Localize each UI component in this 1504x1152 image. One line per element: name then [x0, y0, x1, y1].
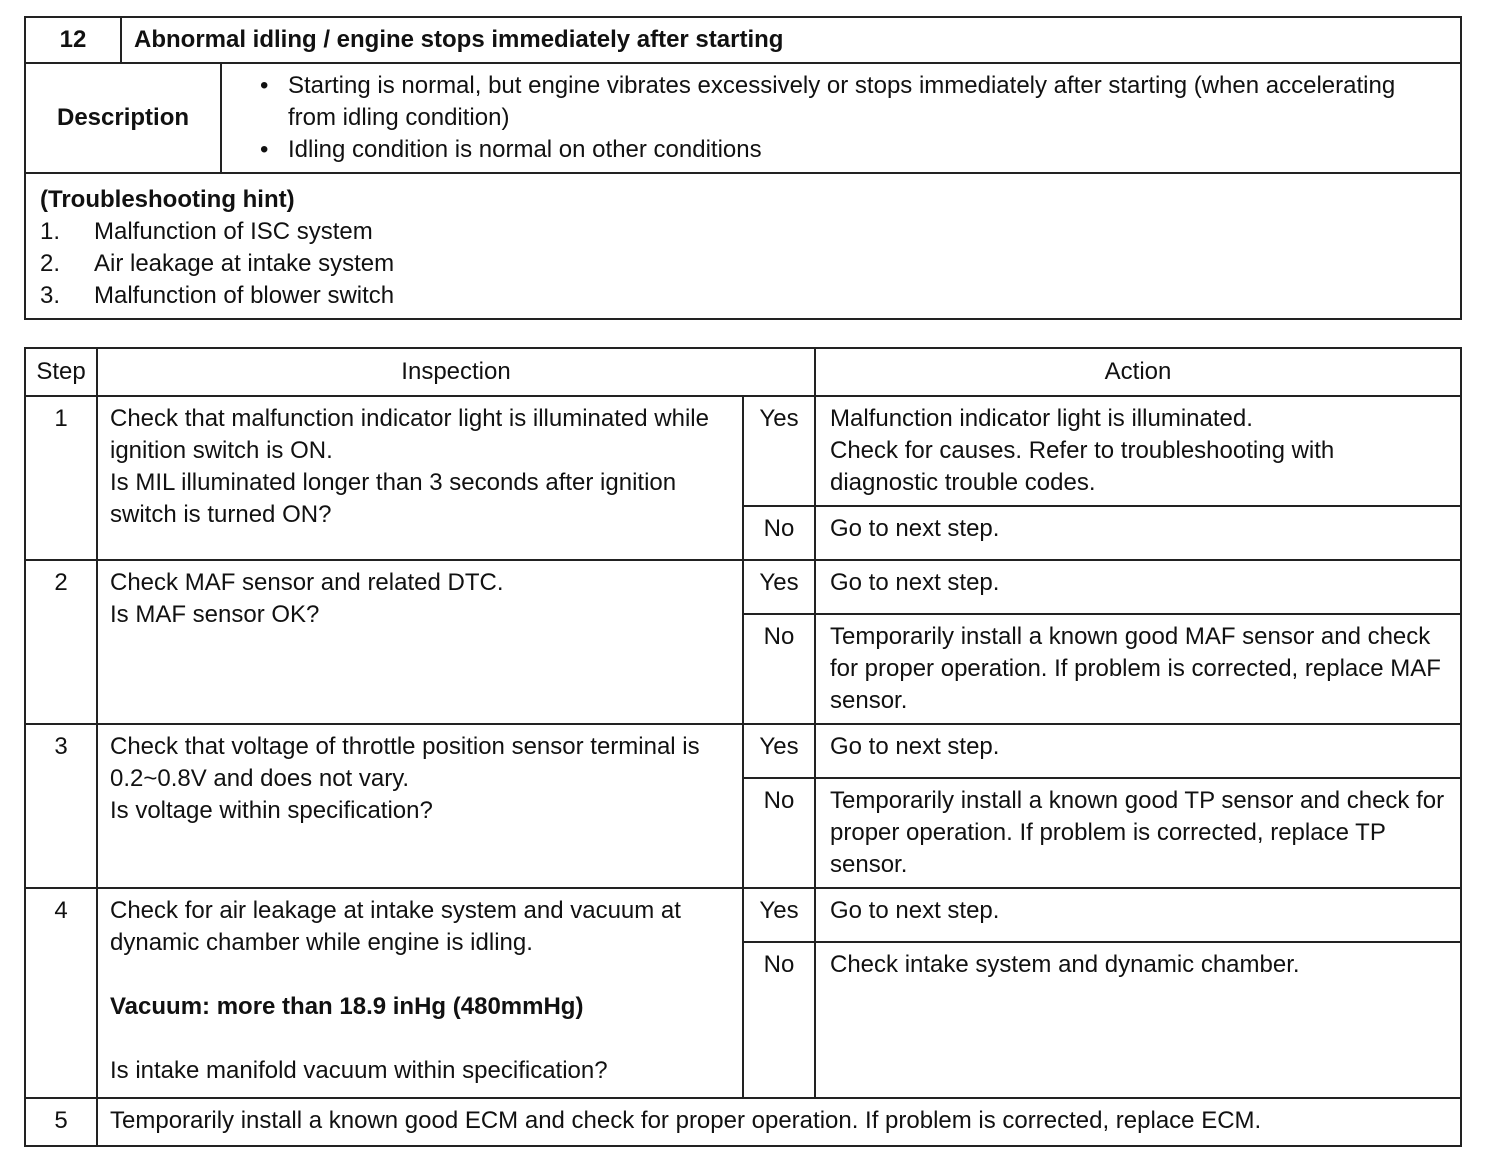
description-bullet: • Starting is normal, but engine vibrates excessively or stops immediately after starting (when accelerating from idling condition): [258, 70, 1448, 134]
yes-label: Yes: [743, 396, 815, 506]
inspection-steps-table: [24, 347, 1462, 1147]
table-row: [25, 724, 1461, 778]
yes-action: Malfunction indicator light is illuminated. Check for causes. Refer to troubleshooting with diagnostic trouble codes.: [815, 396, 1461, 506]
hint-item: [40, 248, 1446, 280]
symptom-info-table: [24, 16, 1462, 320]
no-label: No: [743, 778, 815, 888]
step-number: 2: [25, 560, 97, 724]
table-row: [25, 888, 1461, 942]
step-inspection: Check for air leakage at intake system and vacuum at dynamic chamber while engine is idling.: [110, 897, 681, 956]
yes-action: Go to next step.: [815, 560, 1461, 614]
yes-action: Go to next step.: [815, 724, 1461, 778]
no-action: Temporarily install a known good MAF sensor and check for proper operation. If problem is corrected, replace MAF sensor.: [815, 614, 1461, 724]
step-number: 3: [25, 724, 97, 888]
description-label: Description: [25, 63, 221, 173]
header-action: Action: [815, 348, 1461, 396]
hint-item: [40, 216, 1446, 248]
step-number: 4: [25, 888, 97, 1098]
hint-item: [40, 280, 1446, 312]
hint-text: Malfunction of blower switch: [94, 282, 395, 309]
step-inspection: Check that voltage of throttle position sensor terminal is 0.2~0.8V and does not vary. Is voltage within specification?: [97, 724, 743, 888]
hint-text: Air leakage at intake system: [94, 250, 395, 277]
hint-text: Malfunction of ISC system: [94, 218, 373, 245]
table-row: [25, 396, 1461, 506]
yes-label: Yes: [743, 888, 815, 942]
no-action: Check intake system and dynamic chamber.: [815, 942, 1461, 1098]
step-number: 1: [25, 396, 97, 560]
hint-list: [40, 216, 1446, 312]
table-header-row: [25, 348, 1461, 396]
symptom-title: Abnormal idling / engine stops immediately after starting: [121, 17, 1461, 63]
table-row: [25, 1098, 1461, 1146]
description-body: [221, 63, 1461, 173]
no-label: No: [743, 506, 815, 560]
hint-title: (Troubleshooting hint): [40, 186, 295, 213]
step-number: 5: [25, 1098, 97, 1146]
yes-label: Yes: [743, 560, 815, 614]
table-row: [25, 560, 1461, 614]
step-full-action: Temporarily install a known good ECM and check for proper operation. If problem is corrected, replace ECM.: [97, 1098, 1461, 1146]
step-question: Is intake manifold vacuum within specification?: [110, 1057, 608, 1084]
no-label: No: [743, 942, 815, 1098]
symptom-number: 12: [25, 17, 121, 63]
hint-number: 3.: [40, 282, 61, 309]
no-action: Go to next step.: [815, 506, 1461, 560]
no-label: No: [743, 614, 815, 724]
hint-number: 2.: [40, 250, 61, 277]
header-step: Step: [25, 348, 97, 396]
yes-action: Go to next step.: [815, 888, 1461, 942]
vacuum-spec: Vacuum: more than 18.9 inHg (480mmHg): [110, 993, 584, 1020]
description-list: [258, 70, 1448, 166]
step-inspection: Check that malfunction indicator light is illuminated while ignition switch is ON. Is MIL illuminated longer than 3 seconds after ignition switch is turned ON?: [97, 396, 743, 560]
no-action: Temporarily install a known good TP sensor and check for proper operation. If problem is corrected, replace TP sensor.: [815, 778, 1461, 888]
step-inspection-block: [97, 888, 743, 1098]
hint-number: 1.: [40, 218, 61, 245]
yes-label: Yes: [743, 724, 815, 778]
troubleshooting-hints: [25, 173, 1461, 319]
description-bullet: • Idling condition is normal on other conditions: [258, 134, 1448, 166]
step-inspection: Check MAF sensor and related DTC. Is MAF sensor OK?: [97, 560, 743, 724]
header-inspection: Inspection: [97, 348, 815, 396]
